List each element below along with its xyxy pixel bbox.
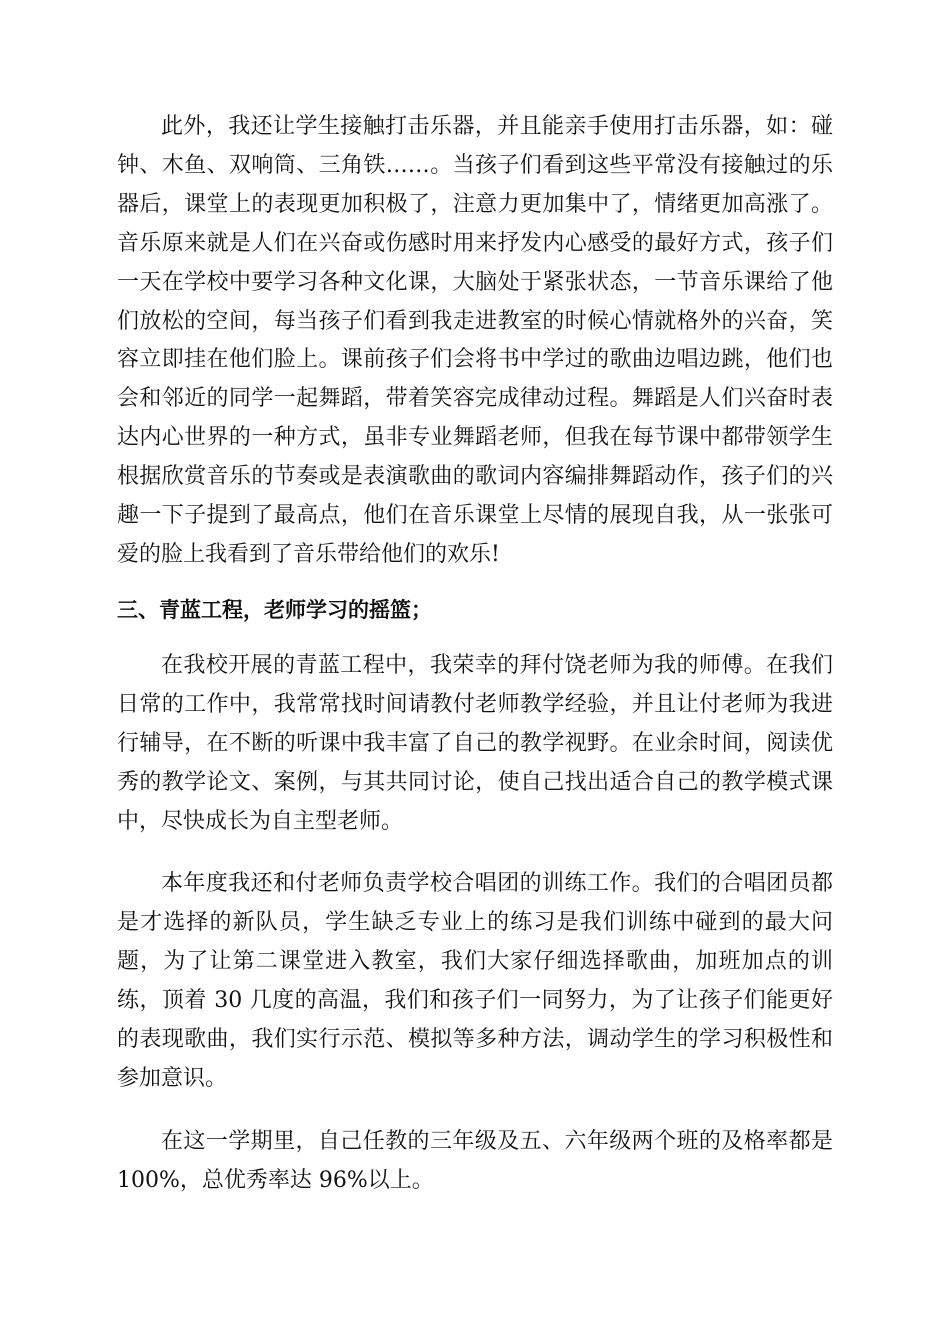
paragraph-percussion-instruments: 此外，我还让学生接触打击乐器，并且能亲手使用打击乐器，如：碰钟、木鱼、双响筒、三角铁……。当孩子们看到这些平常没有接触过的乐器后，课堂上的表现更加积极了，注意力更加集中了，情绪更加高涨了。音乐原来就是人们在兴奋或伤感时用来抒发内心感受的最好方式，孩子们一天在学校中要学习各种文化课，大脑处于紧张状态，一节音乐课给了他们放松的空间，每当孩子们看到我走进教室的时候心情就格外的兴奋，笑容立即挂在他们脸上。课前孩子们会将书中学过的歌曲边唱边跳，他们也会和邻近的同学一起舞蹈，带着笑容完成律动过程。舞蹈是人们兴奋时表达内心世界的一种方式，虽非专业舞蹈老师，但我在每节课中都带领学生根据欣赏音乐的节奏或是表演歌曲的歌词内容编排舞蹈动作，孩子们的兴趣一下子提到了最高点，他们在音乐课堂上尽情的展现自我，从一张张可爱的脸上我看到了音乐带给他们的欢乐! [117,114,833,567]
paragraph-mentorship: 在我校开展的青蓝工程中，我荣幸的拜付饶老师为我的师傅。在我们日常的工作中，我常常找时间请教付老师教学经验，并且让付老师为我进行辅导，在不断的听课中我丰富了自己的教学视野。在业余时间，阅读优秀的教学论文、案例，与其共同讨论，使自己找出适合自己的教学模式课中，尽快成长为自主型老师。 [117,652,833,834]
document-page [117,108,833,1201]
section-heading-qinglan-project: 三、青蓝工程，老师学习的摇篮； [117,597,432,622]
paragraph-pass-rate: 在这一学期里，自己任教的三年级及五、六年级两个班的及格率都是100%，总优秀率达 96%以上。 [117,1128,833,1193]
paragraph-choir-training: 本年度我还和付老师负责学校合唱团的训练工作。我们的合唱团员都是才选择的新队员，学生缺乏专业上的练习是我们训练中碰到的最大问题，为了让第二课堂进入教室，我们大家仔细选择歌曲，加班加点的训练，顶着 30 几度的高温，我们和孩子们一同努力，为了让孩子们能更好的表现歌曲，我们实行示范、模拟等多种方法，调动学生的学习积极性和参加意识。 [117,871,833,1091]
